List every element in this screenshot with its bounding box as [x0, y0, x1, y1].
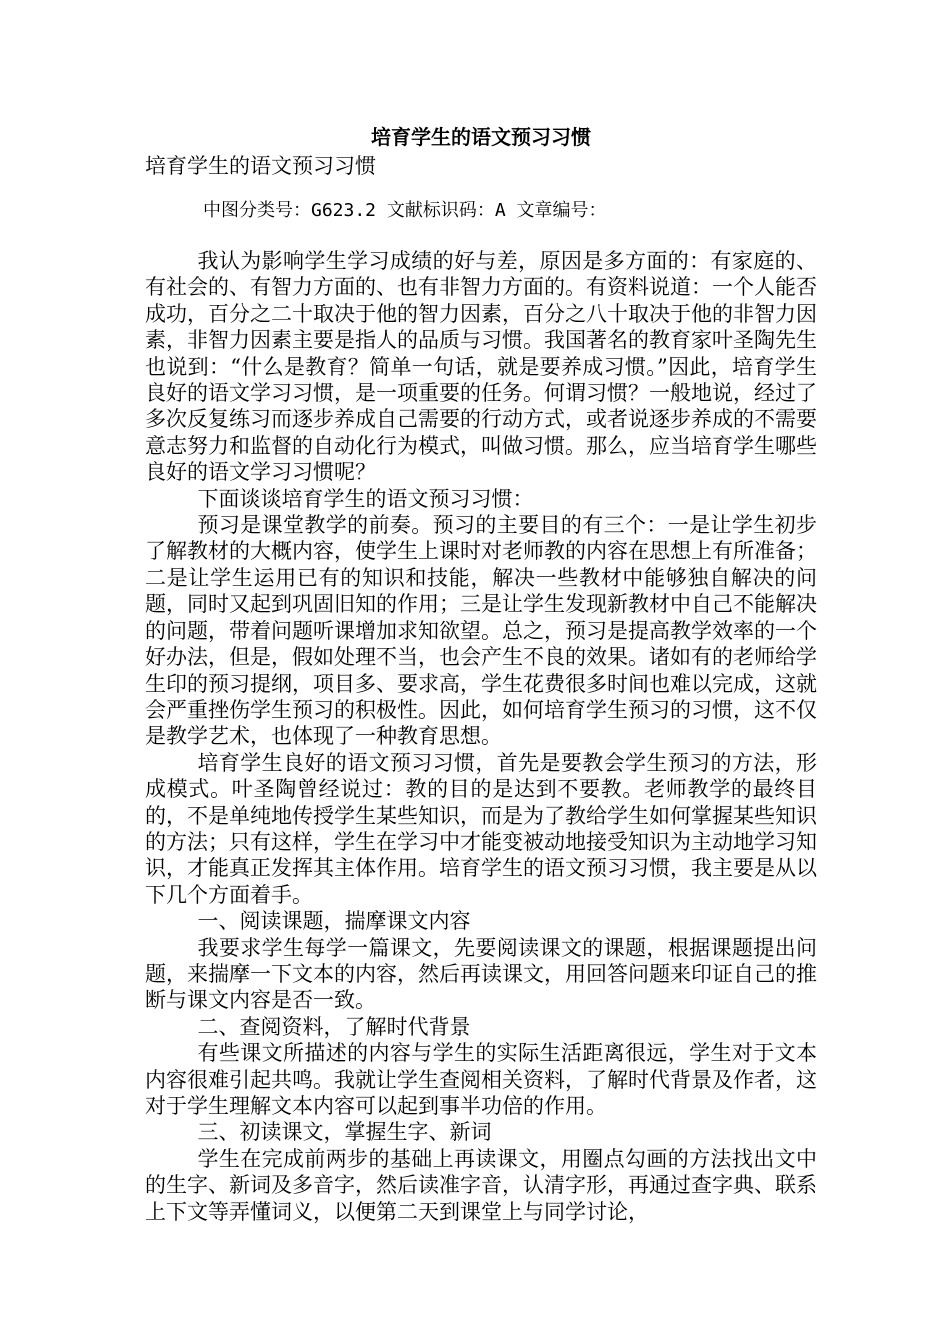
body-paragraph: 学生在完成前两步的基础上再读课文，用圈点勾画的方法找出文中的生字、新词及多音字，然后读准字音，认清字形，再通过查字典、联系上下文等弄懂词义，以便第二天到课堂上与同学讨论，: [145, 1146, 817, 1224]
document-title: 培育学生的语文预习习惯: [371, 125, 591, 149]
document-page: [145, 122, 817, 1225]
body-paragraph: 我认为影响学生学习成绩的好与差，原因是多方面的：有家庭的、有社会的、有智力方面的、也有非智力方面的。有资料说道：一个人能否成功，百分之二十取决于他的智力因素，百分之八十取决于他的非智力因素，非智力因素主要是指人的品质与习惯。我国著名的教育家叶圣陶先生也说到：“什么是教育？简单一句话，就是要养成习惯。”因此，培育学生良好的语文学习习惯，是一项重要的任务。何谓习惯？一般地说，经过了多次反复练习而逐步养成自己需要的行动方式，或者说逐步养成的不需要意志努力和监督的自动化行为模式，叫做习惯。那么，应当培育学生哪些良好的语文学习习惯呢？: [145, 249, 817, 485]
body-paragraph: 下面谈谈培育学生的语文预习习惯：: [197, 486, 534, 511]
section-heading: 三、初读课文，掌握生字、新词: [197, 1120, 492, 1145]
body-paragraph: 有些课文所描述的内容与学生的实际生活距离很远，学生对于文本内容很难引起共鸣。我就让学生查阅相关资料，了解时代背景及作者，这对于学生理解文本内容可以起到事半功倍的作用。: [145, 1041, 817, 1118]
classification-line: 中图分类号：G623.2 文献标识码：A 文章编号：: [203, 200, 607, 221]
body-paragraph: 培育学生良好的语文预习习惯，首先是要教会学生预习的方法，形成模式。叶圣陶曾经说过：教的目的是达到不要教。老师教学的最终目的，不是单纯地传授学生某些知识，而是为了教给学生如何掌握某些知识的方法；只有这样，学生在学习中才能变被动地接受知识为主动地学习知识，才能真正发挥其主体作用。培育学生的语文预习习惯，我主要是从以下几个方面着手。: [145, 750, 817, 907]
section-heading: 一、阅读课题，揣摩课文内容: [197, 909, 471, 934]
document-subtitle: 培育学生的语文预习习惯: [145, 154, 376, 178]
body-paragraph: 我要求学生每学一篇课文，先要阅读课文的课题，根据课题提出问题，来揣摩一下文本的内容，然后再读课文，用回答问题来印证自己的推断与课文内容是否一致。: [145, 935, 817, 1013]
section-heading: 二、查阅资料，了解时代背景: [197, 1014, 471, 1039]
body-paragraph: 预习是课堂教学的前奏。预习的主要目的有三个：一是让学生初步了解教材的大概内容，使学生上课时对老师教的内容在思想上有所准备；二是让学生运用已有的知识和技能，解决一些教材中能够独自解决的问题，同时又起到巩固旧知的作用；三是让学生发现新教材中自己不能解决的问题，带着问题听课增加求知欲望。总之，预习是提高教学效率的一个好办法，但是，假如处理不当，也会产生不良的效果。诸如有的老师给学生印的预习提纲，项目多、要求高，学生花费很多时间也难以完成，这就会严重挫伤学生预习的积极性。因此，如何培育学生预习的习惯，这不仅是教学艺术，也体现了一种教育思想。: [145, 513, 817, 749]
document-body: [145, 248, 817, 1225]
